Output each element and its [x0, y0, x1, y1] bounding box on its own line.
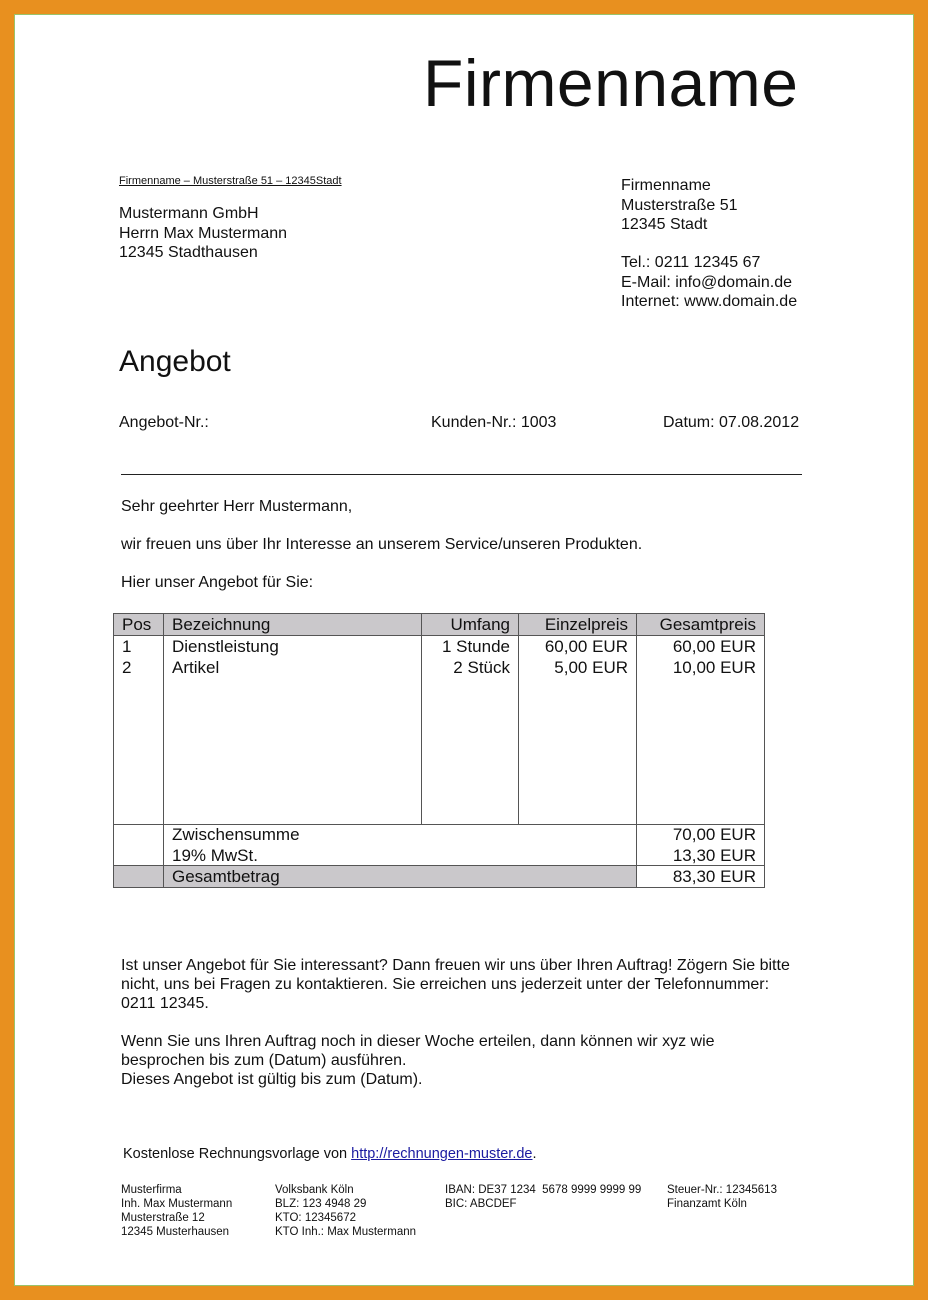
customer-number: Kunden-Nr.: 1003 [431, 414, 557, 431]
row-quantity: 1 Stunde [441, 637, 510, 656]
tax-label: 19% MwSt. [172, 846, 258, 865]
document-page [14, 14, 914, 1286]
company-address-line: Musterstraße 51 [621, 196, 738, 214]
row-unit-price: 5,00 EUR [554, 658, 628, 677]
recipient-line: 12345 Stadthausen [119, 244, 258, 261]
subtotal-label: Zwischensumme [172, 825, 300, 844]
credit-link[interactable]: http://rechnungen-muster.de [351, 1146, 533, 1162]
column-header-total-price: Gesamtpreis [659, 615, 756, 634]
column-header-unit-price: Einzelpreis [544, 615, 628, 634]
row-pos: 2 [122, 658, 132, 677]
tax-value: 13,30 EUR [672, 846, 756, 865]
sender-return-line: Firmenname – Musterstraße 51 – 12345Stadt [119, 175, 342, 187]
grand-total-label: Gesamtbetrag [172, 867, 280, 886]
row-total-price: 60,00 EUR [672, 637, 756, 656]
footer-line: Steuer-Nr.: 12345613 [667, 1184, 777, 1196]
salutation: Sehr geehrter Herr Mustermann, [121, 498, 353, 515]
closing-line: besprochen bis zum (Datum) ausführen. [121, 1052, 407, 1069]
company-title: Firmenname [423, 46, 799, 120]
template-credit [123, 1146, 537, 1162]
footer-tax [667, 1183, 777, 1211]
divider [121, 474, 802, 475]
company-address-line: 12345 Stadt [621, 216, 708, 233]
document-title: Angebot [119, 345, 231, 378]
column-header-pos: Pos [122, 615, 152, 634]
row-description: Dienstleistung [172, 637, 279, 656]
footer-line: 12345 Musterhausen [121, 1226, 230, 1238]
grand-total-value: 83,30 EUR [672, 867, 756, 886]
recipient-line: Mustermann GmbH [119, 205, 259, 222]
footer-line: BLZ: 123 4948 29 [275, 1198, 367, 1210]
closing-paragraph-validity [121, 1032, 801, 1089]
row-pos: 1 [122, 637, 132, 656]
recipient-address [119, 204, 287, 263]
document-date: Datum: 07.08.2012 [663, 414, 800, 431]
recipient-line: Herrn Max Mustermann [119, 224, 288, 242]
footer-line: BIC: ABCDEF [445, 1198, 517, 1210]
footer-line: KTO: 12345672 [275, 1212, 356, 1224]
items-table [113, 613, 765, 888]
closing-paragraph: Ist unser Angebot für Sie interessant? Dann freuen wir uns über Ihren Auftrag! Zögern Sie bitte nicht, uns bei Fragen zu kontaktieren. Sie erreichen uns jederzeit unter der Telefonnummer: 0211 12345. [121, 957, 790, 1012]
footer-line: IBAN: DE37 1234 5678 9999 9999 99 [445, 1184, 642, 1196]
column-divider [636, 614, 637, 887]
company-phone: Tel.: 0211 12345 67 [621, 254, 761, 271]
row-quantity: 2 Stück [453, 658, 510, 677]
footer-line: Inh. Max Mustermann [121, 1198, 233, 1210]
column-divider [421, 614, 422, 824]
company-address [621, 176, 737, 235]
column-header-quantity: Umfang [450, 615, 510, 634]
company-contact [621, 253, 797, 312]
column-divider [163, 614, 164, 887]
footer-line: Volksbank Köln [275, 1184, 354, 1196]
row-description: Artikel [172, 658, 220, 677]
footer-iban [445, 1183, 641, 1211]
footer-line: KTO Inh.: Max Mustermann [275, 1226, 417, 1238]
footer-line: Finanzamt Köln [667, 1198, 747, 1210]
column-header-description: Bezeichnung [172, 615, 271, 634]
company-website: Internet: www.domain.de [621, 293, 798, 310]
footer-line: Musterfirma [121, 1184, 182, 1196]
credit-text: Kostenlose Rechnungsvorlage von [123, 1146, 352, 1162]
row-total-price: 10,00 EUR [672, 658, 756, 677]
subtotal-value: 70,00 EUR [672, 825, 756, 844]
closing-line: Dieses Angebot ist gültig bis zum (Datum). [121, 1071, 423, 1088]
footer-bank [275, 1183, 416, 1239]
offer-lead-text: Hier unser Angebot für Sie: [121, 574, 314, 591]
footer-line: Musterstraße 12 [121, 1212, 205, 1224]
column-divider [518, 614, 519, 824]
intro-text: wir freuen uns über Ihr Interesse an unserem Service/unseren Produkten. [121, 536, 643, 553]
offer-number: Angebot-Nr.: [119, 414, 209, 431]
company-address-line: Firmenname [621, 177, 711, 194]
company-email: E-Mail: info@domain.de [621, 273, 792, 291]
closing-line: Wenn Sie uns Ihren Auftrag noch in dieser Woche erteilen, dann können wir xyz wie [121, 1033, 715, 1050]
row-unit-price: 60,00 EUR [544, 637, 628, 656]
footer-company [121, 1183, 232, 1239]
credit-suffix: . [532, 1146, 537, 1162]
